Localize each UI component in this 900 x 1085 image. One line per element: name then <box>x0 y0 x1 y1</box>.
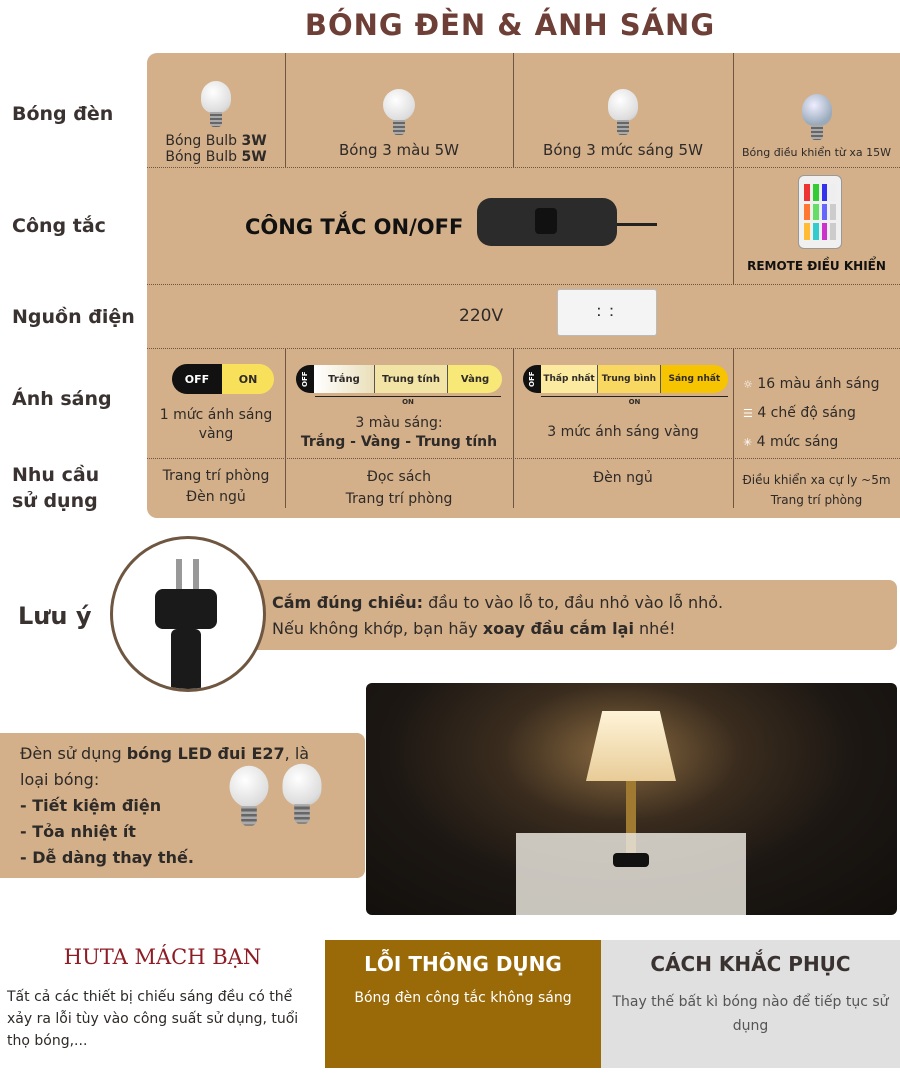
common-error-panel <box>325 940 601 1068</box>
fix-title: CÁCH KHẮC PHỤC <box>650 952 851 976</box>
common-error-text: Bóng đèn công tắc không sáng <box>354 990 572 1006</box>
fix-panel <box>601 940 900 1068</box>
usage-2: Đọc sách Trang trí phòng <box>345 469 453 507</box>
row-label-usage: Nhu cầu sử dụng <box>12 464 100 512</box>
page-title: BÓNG ĐÈN & ÁNH SÁNG <box>304 8 716 42</box>
bulb-icon <box>382 89 416 137</box>
row-label-light: Ánh sáng <box>12 388 112 410</box>
light-desc-3: 3 mức ánh sáng vàng <box>547 424 699 440</box>
row-label-power: Nguồn điện <box>12 306 135 328</box>
note-box: Cắm đúng chiều: đầu to vào lỗ to, đầu nhỏ vào lỗ nhỏ. Nếu không khớp, bạn hãy xoay đầu cắm lại nhé! <box>250 580 897 650</box>
remote-icon <box>798 175 842 249</box>
row-label-switch: Công tắc <box>12 215 106 237</box>
power-socket-icon: ⠅ ⠅ <box>557 289 657 336</box>
on-range-label: ON <box>541 396 728 406</box>
fix-text: Thay thế bất kì bóng nào để tiếp tục sử dụng <box>612 994 889 1034</box>
bulb-cell-2: Bóng 3 màu 5W <box>285 61 513 159</box>
switch-icon <box>477 198 617 246</box>
usage-1: Trang trí phòng Đèn ngủ <box>162 468 270 505</box>
remote-label: REMOTE ĐIỀU KHIỂN <box>747 259 886 273</box>
usage-3: Đèn ngủ <box>593 470 653 486</box>
switch-label: CÔNG TẮC ON/OFF <box>245 215 464 239</box>
on-range-label: ON <box>315 396 501 406</box>
plug-icon <box>110 536 266 692</box>
bulb-cell-4: Bóng điều khiển từ xa 15W <box>733 61 900 159</box>
row-label-bulb: Bóng đèn <box>12 103 114 125</box>
led-info-box: Đèn sử dụng bóng LED đui E27, là loại bóng: - Tiết kiệm điện - Tỏa nhiệt ít - Dễ dàng thay thế. <box>0 733 365 878</box>
bulb-icon <box>227 766 271 828</box>
tips-text: Tất cả các thiết bị chiếu sáng đều có thể xảy ra lỗi tùy vào công suất sử dụng, tuổi thọ bóng,... <box>7 989 299 1049</box>
light-desc-1: 1 mức ánh sáng vàng <box>159 407 273 442</box>
brightness-bar: OFF Thấp nhất Trung bình Sáng nhất <box>523 365 728 393</box>
bulb-icon <box>606 89 640 137</box>
on-off-indicator: OFF ON <box>172 364 274 394</box>
bulb-icon <box>199 81 233 129</box>
bulb-cell-3: Bóng 3 mức sáng 5W <box>513 61 733 159</box>
comparison-table <box>147 53 900 518</box>
light-desc-2: 3 màu sáng: Trắng - Vàng - Trung tính <box>300 415 498 450</box>
remote-features: ☼ 16 màu ánh sáng ☰ 4 chế độ sáng ✳ 4 mức sáng <box>743 376 880 450</box>
bulb-icon <box>800 94 834 142</box>
lamp-photo <box>366 683 897 915</box>
bulb-outline-icon: ☼ <box>743 378 753 391</box>
note-title: Lưu ý <box>18 602 92 630</box>
brightness-icon: ✳ <box>743 436 753 449</box>
color-mode-bar: OFF Trắng Trung tính Vàng <box>296 365 502 393</box>
bulb-cell-1: Bóng Bulb 3W Bóng Bulb 5W <box>147 61 285 165</box>
common-error-title: LỖI THÔNG DỤNG <box>364 952 562 976</box>
usage-4: Điều khiển xa cự ly ~5m Trang trí phòng <box>742 473 891 507</box>
bulb-icon <box>280 764 324 826</box>
sliders-icon: ☰ <box>743 407 753 420</box>
voltage-label: 220V <box>459 306 504 326</box>
tips-title: HUTA MÁCH BẠN <box>63 945 262 969</box>
